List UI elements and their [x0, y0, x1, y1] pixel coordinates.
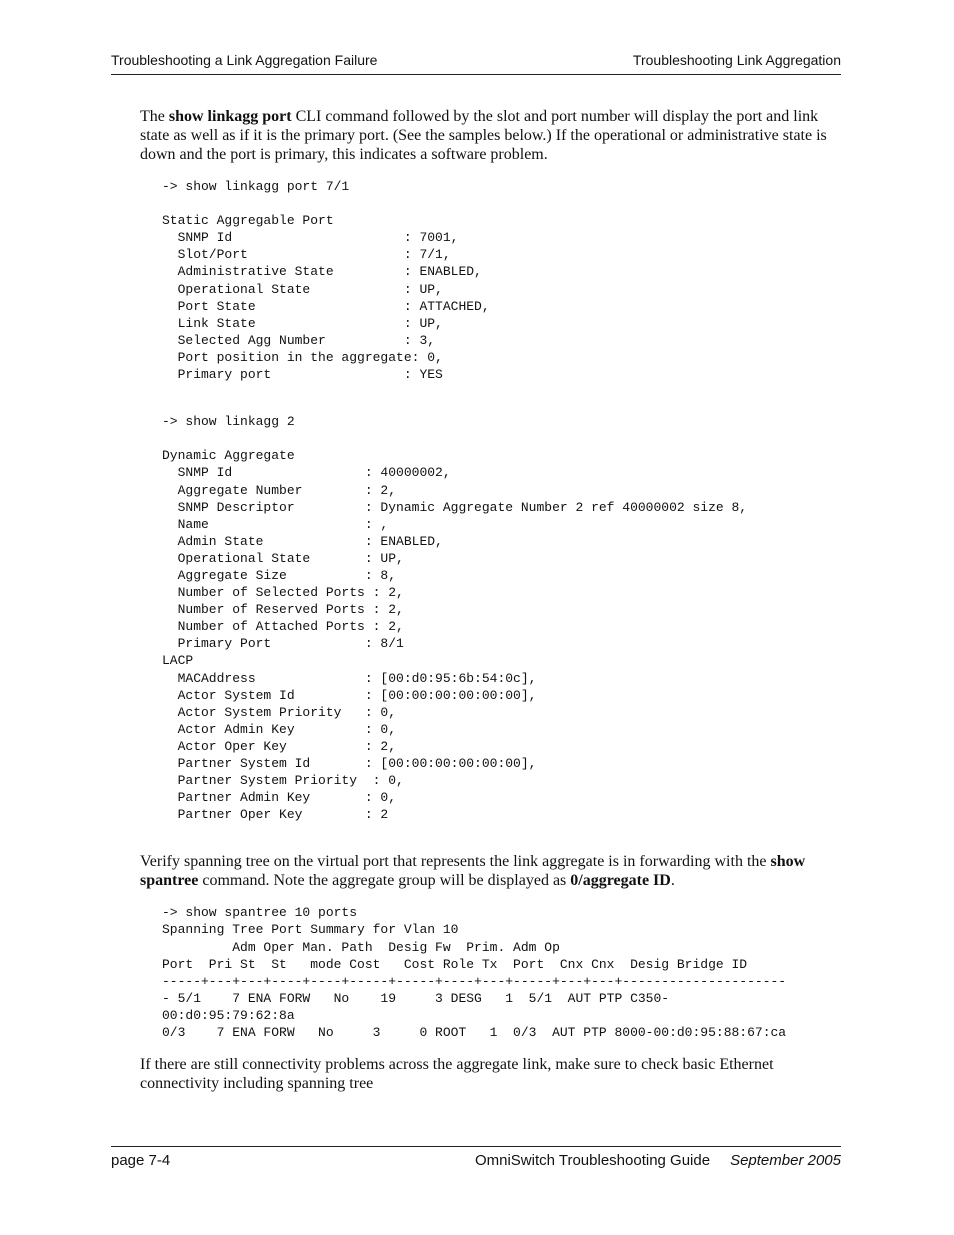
spantree-aggregate-id: 0/aggregate ID [570, 872, 671, 890]
intro-text-1: The [140, 108, 169, 125]
closing-paragraph: If there are still connectivity problems across the aggregate link, make sure to check basic Ethernet connectivity including spanning tree [140, 1056, 774, 1093]
spantree-text-2: command. Note the aggregate group will be displayed as [198, 872, 571, 890]
intro-command: show linkagg port [168, 108, 292, 125]
page-number: page 7-4 [111, 1152, 171, 1169]
cli-output-linkagg: -> show linkagg 2 Dynamic Aggregate SNMP Id : 40000002, Aggregate Number : 2, SNMP Descriptor : Dynamic Aggregate Number 2 ref 40000002 size 8, Name : , Admin State : ENABLED, Operational State : UP, Aggregate Size : 8, Number of Selected Ports : 2, Number of Reserved Ports : 2, Number of Attached Ports : 2, Primary Port : 8/1 LACP MACAddress : [00:d0:95:6b:54:0c], Actor System Id : [00:00:00:00:00:00], Actor System Priority : 0, Actor Admin Key : 0, Actor Oper Key : 2, Partner System Id : [00:00:00:00:00:00], Partner System Priority : 0, Partner Admin Key : 0, Partner Oper Key : 2 [162, 414, 748, 823]
publication-date: September 2005 [730, 1152, 841, 1169]
guide-title: OmniSwitch Troubleshooting Guide [474, 1152, 711, 1169]
spantree-text-3: . [670, 872, 675, 890]
spantree-text-1: Verify spanning tree on the virtual port that represents the link aggregate is in forwarding with the [140, 853, 771, 871]
page-header [111, 50, 841, 75]
page-body [140, 107, 840, 1093]
header-chapter-title: Troubleshooting Link Aggregation [632, 52, 841, 68]
intro-paragraph [140, 107, 840, 164]
footer-guide [475, 1152, 841, 1169]
intro-text-2: CLI command followed by the slot and port number will display the port and link state as well as if it is the primary port. (See the samples below.) If the operational or administrative state is down and the port is primary, this indicates a software problem. [140, 108, 827, 163]
cli-output-linkagg-port: -> show linkagg port 7/1 Static Aggregable Port SNMP Id : 7001, Slot/Port : 7/1, Administrative State : ENABLED, Operational State : UP, Port State : ATTACHED, Link State : UP, Selected Agg Number : 3, Port position in the aggregate: 0, Primary port : YES [162, 179, 490, 383]
header-section-title: Troubleshooting a Link Aggregation Failure [111, 52, 378, 68]
page-footer [111, 1146, 841, 1173]
spantree-paragraph [140, 852, 840, 890]
cli-output-spantree: -> show spantree 10 ports Spanning Tree Port Summary for Vlan 10 Adm Oper Man. Path Desig Fw Prim. Adm Op Port Pri St St mode Cost Cost Role Tx Port Cnx Cnx Desig Bridge ID -----+---+---+----+----+-----+-----+----+---+-----+---+---+--------------------- - 5/1 7 ENA FORW No 19 3 DESG 1 5/1 AUT PTP C350- 00:d0:95:79:62:8a 0/3 7 ENA FORW No 3 0 ROOT 1 0/3 AUT PTP 8000-00:d0:95:88:67:ca [162, 905, 787, 1041]
spantree-command: show spantree [140, 853, 806, 890]
